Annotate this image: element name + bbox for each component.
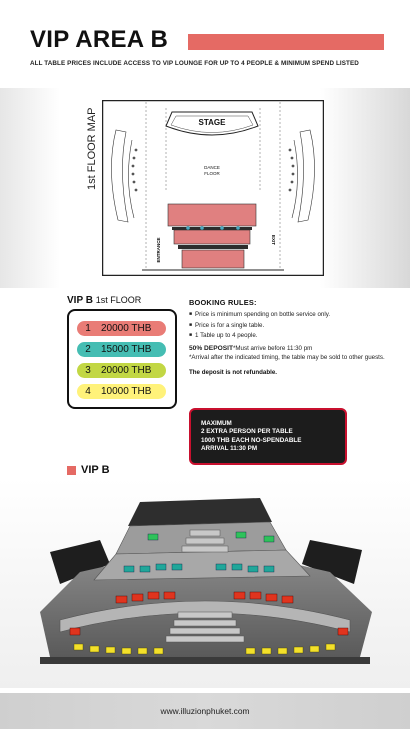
- max-line: 1000 THB EACH NO-SPENDABLE: [201, 436, 302, 444]
- price-number: 1: [85, 323, 91, 334]
- footer: [0, 693, 410, 729]
- max-line: 2 EXTRA PERSON PER TABLE: [201, 428, 293, 436]
- dance-floor-label-2: FLOOR: [204, 171, 220, 176]
- render-section-title: [67, 464, 110, 476]
- exit-label: EXIT: [271, 234, 276, 246]
- deposit-label: 50% DEPOSIT: [189, 345, 233, 353]
- price-row-4: [77, 384, 166, 399]
- page-subtitle: ALL TABLE PRICES INCLUDE ACCESS TO VIP LOUNGE FOR UP TO 4 PEOPLE & MINIMUM SPEND LISTED: [30, 60, 359, 67]
- arrival-note: *Arrival after the indicated timing, the table may be sold to other guests.: [189, 354, 385, 362]
- deposit-note: *Must arrive before 11:30 pm: [232, 345, 313, 353]
- price-number: 4: [85, 386, 91, 397]
- price-list-card: [67, 309, 177, 409]
- price-row-2: [77, 342, 166, 357]
- price-amount: 20000 THB: [101, 365, 152, 376]
- right-shade: [320, 88, 410, 288]
- dance-floor-label-1: DANCE: [204, 165, 220, 170]
- page-title: VIP AREA B: [30, 26, 169, 53]
- vip-b-floor: 1st FLOOR: [95, 295, 142, 305]
- vip-b-label: VIP B: [67, 295, 93, 306]
- rule-item: ■ Price is for a single table.: [189, 321, 389, 331]
- price-amount: 15000 THB: [101, 344, 152, 355]
- price-number: 2: [85, 344, 91, 355]
- rule-item: ■ Price is minimum spending on bottle service only.: [189, 310, 389, 320]
- price-number: 3: [85, 365, 91, 376]
- left-shade: [0, 88, 60, 288]
- booking-rules-heading: BOOKING RULES:: [189, 298, 257, 307]
- vip-b-heading: [67, 295, 141, 306]
- stage-label: STAGE: [198, 118, 226, 127]
- price-amount: 20000 THB: [101, 323, 152, 334]
- vip-b-3d-render: [20, 492, 390, 672]
- booking-rules: [189, 298, 389, 377]
- red-square-icon: [67, 466, 76, 475]
- title-accent-bar: [188, 34, 384, 50]
- price-amount: 10000 THB: [101, 386, 152, 397]
- max-line: ARRIVAL 11:30 PM: [201, 444, 258, 452]
- price-row-1: [77, 321, 166, 336]
- deposit-line: [189, 344, 389, 353]
- price-row-3: [77, 363, 166, 378]
- max-line: MAXIMUM: [201, 420, 232, 427]
- floor-map: [102, 100, 324, 276]
- non-refundable-note: The deposit is not refundable.: [189, 368, 278, 376]
- entrance-label: ENTRANCE: [156, 237, 161, 263]
- maximum-info-box: [189, 408, 347, 465]
- rule-item: ■ 1 Table up to 4 people.: [189, 331, 389, 341]
- footer-url[interactable]: www.illuzionphuket.com: [160, 706, 250, 716]
- floor-map-label: 1st FLOOR MAP: [86, 107, 98, 190]
- render-section-label: VIP B: [81, 464, 110, 476]
